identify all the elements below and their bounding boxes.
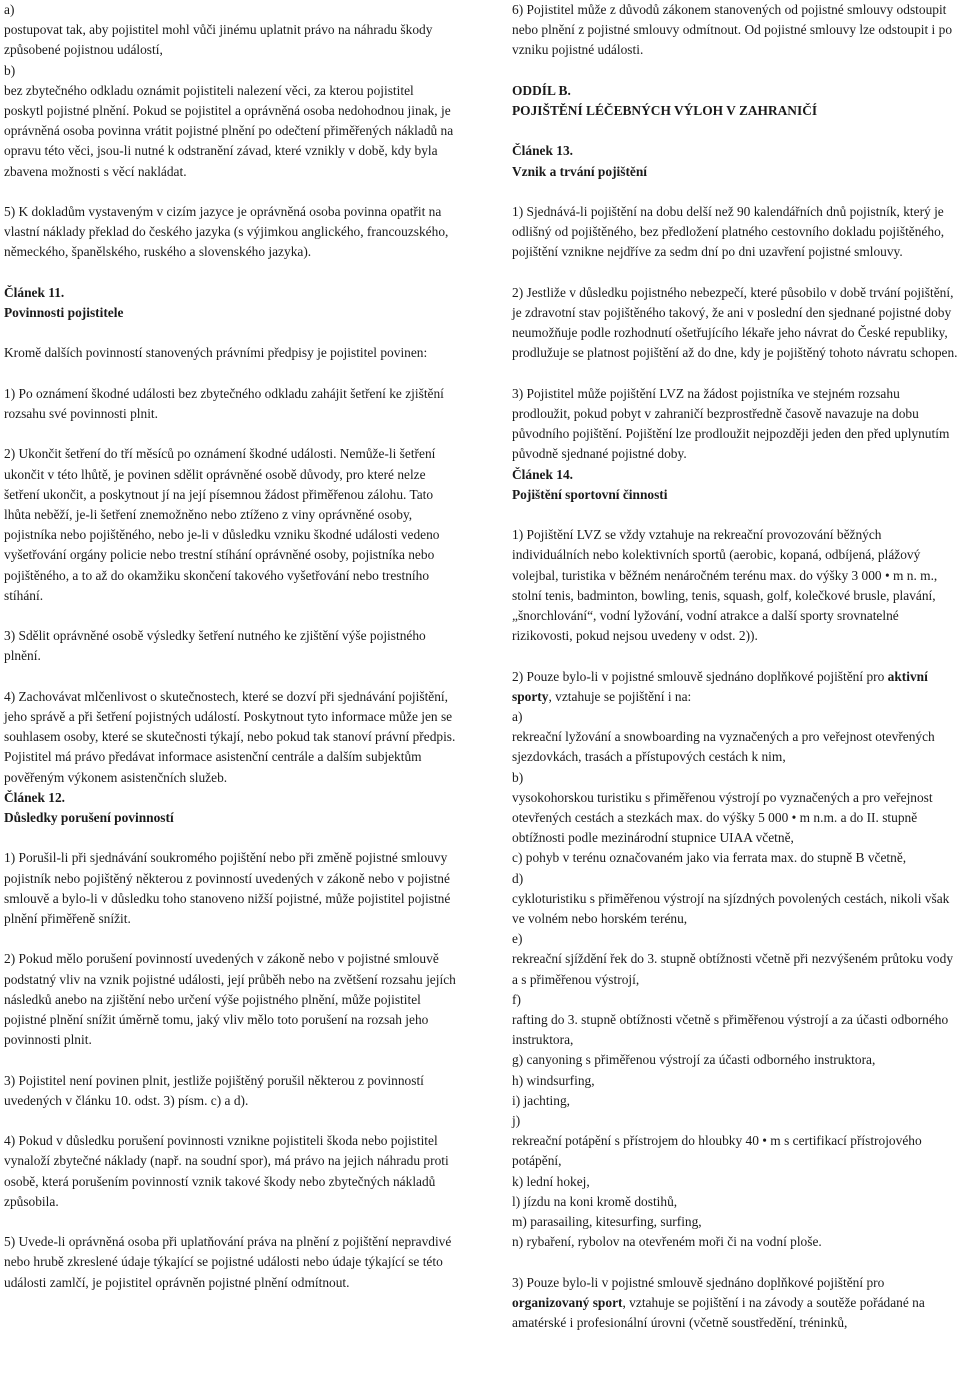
paragraph-text: a) bbox=[512, 709, 523, 724]
paragraph bbox=[4, 202, 456, 263]
paragraph-text: Důsledky porušení povinností bbox=[4, 810, 174, 826]
section-heading bbox=[512, 465, 958, 485]
paragraph-text: Článek 11. bbox=[4, 284, 65, 300]
paragraph bbox=[512, 667, 958, 707]
paragraph-gap bbox=[4, 929, 456, 949]
paragraph bbox=[512, 889, 958, 929]
paragraph-text: 2) Jestliže v důsledku pojistného nebezpečí, které působilo v době trvání pojištění, je zdravotní stav pojištěného takový, že ani v poslední den sjednané pojistné doby neumožňuje podle rozhodnutí ošetřujícího lékaře jeho návrat do České republiky, prodlužuje se platnost pojištění až do dne, kdy je pojištěný tohoto návratu schopen. bbox=[512, 284, 958, 361]
section-heading bbox=[512, 162, 958, 182]
paragraph bbox=[512, 848, 958, 868]
paragraph-text: b) bbox=[512, 769, 524, 785]
paragraph bbox=[4, 0, 456, 20]
paragraph bbox=[512, 970, 958, 990]
paragraph bbox=[512, 727, 958, 767]
paragraph-gap bbox=[4, 182, 456, 202]
paragraph bbox=[512, 1010, 958, 1050]
paragraph-text: e) bbox=[512, 931, 523, 947]
paragraph-text: 1) Porušil-li při sjednávání soukromého pojištění nebo při změně pojistné smlouvy pojistník nebo pojištěný některou z povinností uvedených v zákoně nebo v pojistné smlouvě a bylo-li v důsledku toho stanoveno nižší pojistné, může pojistitel pojistné plnění přiměřeně snížit. bbox=[4, 850, 451, 927]
paragraph bbox=[512, 788, 958, 849]
paragraph-gap bbox=[4, 424, 456, 444]
paragraph-text: rafting do 3. stupně obtížnosti včetně s přiměřenou výstrojí a za účasti odborného instruktora, bbox=[512, 1012, 949, 1048]
paragraph-gap bbox=[512, 505, 958, 525]
paragraph-text: 1) Po oznámení škodné události bez zbytečného odkladu zahájit šetření ke zjištění rozsahu své povinnosti plnit. bbox=[4, 385, 444, 421]
section-heading bbox=[4, 788, 456, 808]
paragraph bbox=[4, 848, 456, 929]
paragraph bbox=[4, 1232, 456, 1293]
paragraph-text: 3) Pouze bylo-li v pojistné smlouvě sjednáno doplňkové pojištění pro bbox=[512, 1274, 885, 1290]
section-heading bbox=[4, 303, 456, 323]
paragraph-text: vysokohorskou turistiku s přiměřenou výstrojí po vyznačených a pro veřejnost otevřených cestách a stezkách max. do výšky 5 000 • m n.m. a do II. stupně obtížnosti podle mezinárodní stupnice UIAA včetně, bbox=[512, 789, 933, 846]
right-column bbox=[512, 0, 958, 1333]
paragraph-text: f) bbox=[512, 991, 521, 1007]
paragraph-text: Kromě dalších povinností stanovených právními předpisy je pojistitel povinen: bbox=[4, 345, 428, 361]
paragraph bbox=[4, 81, 456, 182]
paragraph bbox=[512, 1111, 958, 1131]
paragraph-text: c) pohyb v terénu označovaném jako via ferrata max. do stupně B včetně, bbox=[512, 850, 907, 866]
paragraph-text: k) lední hokej, bbox=[512, 1173, 590, 1189]
paragraph-text: Vznik a trvání pojištění bbox=[512, 163, 648, 179]
paragraph bbox=[4, 626, 456, 666]
paragraph bbox=[512, 0, 958, 61]
paragraph bbox=[512, 525, 958, 646]
paragraph-text: a) bbox=[4, 2, 15, 17]
left-column bbox=[4, 0, 456, 1293]
paragraph-text: Článek 13. bbox=[512, 143, 574, 159]
paragraph-text: bez zbytečného odkladu oznámit pojistiteli nalezení věci, za kterou pojistitel poskytl pojistné plnění. Pokud se pojistitel a oprávněná osoba nedohodnou jinak, je oprávněná osoba povinna vrátit pojistné plnění po odečtení přiměřených nákladů na opravu této věci, jsou-li nutné k odstranění závad, které vznikly v době, kdy byla zbavena možnosti s věcí nakládat. bbox=[4, 82, 454, 179]
paragraph bbox=[512, 1232, 958, 1252]
section-heading bbox=[4, 808, 456, 828]
paragraph-text: 3) Pojistitel není povinen plnit, jestliže pojištěný porušil některou z povinností uvedených v článku 10. odst. 3) písm. c) a d). bbox=[4, 1072, 424, 1108]
section-heading bbox=[512, 485, 958, 505]
paragraph bbox=[512, 1172, 958, 1192]
section-heading bbox=[4, 283, 456, 303]
paragraph-text: 6) Pojistitel může z důvodů zákonem stanovených od pojistné smlouvy odstoupit nebo plnění z pojistné smlouvy odmítnout. Od pojistné smlouvy lze odstoupit i po vzniku pojistné události. bbox=[512, 2, 953, 58]
paragraph-text: 1) Pojištění LVZ se vždy vztahuje na rekreační provozování běžných individuálních nebo kolektivních sportů (aerobic, kopaná, odbíjená, plážový volejbal, turistika v běžném nenáročném terénu max. do výšky 3 000 • m n. m., stolní tenis, badminton, bowling, tenis, squash, golf, kolečkové brusle, plavání, „šnorchlování“, vodní lyžování, vodní atrakce a další sporty srovnatelné rizikovosti, pokud nejsou uvedeny v odst. 2)). bbox=[512, 527, 938, 644]
paragraph bbox=[512, 869, 958, 889]
paragraph-gap bbox=[4, 606, 456, 626]
paragraph-text: i) jachting, bbox=[512, 1092, 571, 1108]
paragraph-text: 4) Zachovávat mlčenlivost o skutečnostech, které se dozví při sjednávání pojištění, jeho správě a při šetření pojistných událostí. Poskytnout tyto informace může jen se souhlasem osoby, které se skutečnosti týkají, nebo pokud tak stanoví právní předpis. Pojistitel má právo předávat informace asistenční centrále a dalším subjektům pověřeným výkonem asistenčních služeb. bbox=[4, 688, 456, 785]
paragraph-text: 3) Pojistitel může pojištění LVZ na žádost pojistníka ve stejném rozsahu prodloužit, pokud pobyt v zahraničí bezprostředně časově navazuje na dobu původního pojištění. Pojištění lze prodloužit nejpozději jeden den před uplynutím původně sjednané pojistné doby. bbox=[512, 385, 950, 462]
paragraph-text: 5) Uvede-li oprávněná osoba při uplatňování práva na plnění z pojištění nepravdivé nebo hrubě zkreslené údaje týkající se pojistné události nebo údaje týkající se této události zamlčí, je pojistitel oprávněn pojistné plnění odmítnout. bbox=[4, 1234, 452, 1290]
paragraph-text: 5) K dokladům vystaveným v cizím jazyce je oprávněná osoba povinna opatřit na vlastní náklady překlad do českého jazyka (s výjimkou anglického, francouzského, německého, španělského, ruského a slovenského jazyka). bbox=[4, 204, 449, 260]
paragraph-text: cykloturistiku s přiměřenou výstrojí na sjízdných povolených cestách, nikoli však ve volném nebo horském terénu, bbox=[512, 890, 950, 927]
paragraph-text: j) bbox=[512, 1113, 521, 1129]
paragraph bbox=[512, 707, 958, 727]
paragraph bbox=[4, 1131, 456, 1212]
paragraph-text-continued: , vztahuje se pojištění i na: bbox=[548, 688, 692, 704]
paragraph-text: Pojištění sportovní činnosti bbox=[512, 486, 668, 502]
paragraph-text: postupovat tak, aby pojistitel mohl vůči jinému uplatnit právo na náhradu škody způsobené pojistnou událostí, bbox=[4, 22, 433, 58]
paragraph-gap bbox=[4, 667, 456, 687]
paragraph-text: ODDÍL B. bbox=[512, 82, 571, 98]
paragraph bbox=[512, 1192, 958, 1212]
paragraph-gap bbox=[512, 182, 958, 202]
section-heading bbox=[512, 141, 958, 161]
emphasized-term: organizovaný sport bbox=[512, 1294, 623, 1310]
paragraph-text: Povinnosti pojistitele bbox=[4, 305, 124, 321]
paragraph-text: 2) Pouze bylo-li v pojistné smlouvě sjednáno doplňkové pojištění pro bbox=[512, 668, 888, 684]
paragraph-gap bbox=[4, 323, 456, 343]
paragraph bbox=[4, 61, 456, 81]
paragraph bbox=[4, 444, 456, 606]
paragraph-gap bbox=[4, 364, 456, 384]
paragraph-gap bbox=[4, 1111, 456, 1131]
paragraph bbox=[4, 343, 456, 363]
paragraph-text: 2) Ukončit šetření do tří měsíců po oznámení škodné události. Nemůže-li šetření ukončit v této lhůtě, je povinen sdělit oprávněné osobě důvody, pro které nelze šetření ukončit, a poskytnout jí na její písemnou žádost přiměřenou zálohu. Tato lhůta neběží, je-li šetření znemožněno nebo ztíženo z viny oprávněné osoby, pojistníka nebo pojištěného, nebo je-li v důsledku vzniku škodné události vedeno vyšetřování orgány policie nebo trestní stíhání oprávněné osoby, pojistníka nebo pojištěného, a to až do okamžiku skončení takového vyšetřování nebo trestního stíhání. bbox=[4, 446, 440, 603]
paragraph bbox=[512, 1131, 958, 1171]
paragraph bbox=[512, 990, 958, 1010]
paragraph-text: Článek 14. bbox=[512, 466, 574, 482]
paragraph-text: 1) Sjednává-li pojištění na dobu delší než 90 kalendářních dnů pojistník, který je odlišný od pojištěného, bez předložení platného cestovního dokladu pojištěného, pojištění vznikne nejdříve za sedm dní po dni uzavření pojistné smlouvy. bbox=[512, 203, 945, 260]
paragraph bbox=[512, 949, 958, 969]
paragraph-text-continued: , vztahuje se pojištění i na závody a soutěže pořádané na amatérské i profesionální úrovni (včetně soustředění, tréninků, bbox=[512, 1294, 925, 1331]
paragraph bbox=[512, 1212, 958, 1232]
paragraph-text: 4) Pokud v důsledku porušení povinnosti vznikne pojistiteli škoda nebo pojistitel vynaloží zbytečné náklady (např. na soudní spor), má právo na jejich náhradu proti osobě, která porušením povinností vznik takové škody nebo zbytečných nákladů způsobila. bbox=[4, 1133, 449, 1209]
paragraph bbox=[4, 949, 456, 1050]
paragraph bbox=[512, 929, 958, 949]
paragraph-gap bbox=[4, 828, 456, 848]
paragraph-text: l) jízdu na koni kromě dostihů, bbox=[512, 1193, 678, 1209]
paragraph-gap bbox=[512, 263, 958, 283]
paragraph bbox=[512, 1071, 958, 1091]
paragraph bbox=[4, 687, 456, 788]
paragraph bbox=[512, 1050, 958, 1070]
paragraph-text: Článek 12. bbox=[4, 789, 66, 805]
section-heading bbox=[512, 81, 958, 101]
paragraph-gap bbox=[4, 263, 456, 283]
paragraph bbox=[4, 384, 456, 424]
paragraph-text: 2) Pokud mělo porušení povinností uvedených v zákoně nebo v pojistné smlouvě podstatný vliv na vznik pojistné události, její průběh nebo na zvětšení rozsahu jejích následků anebo na zjištění nebo určení výše pojistného plnění, může pojistitel pojistné plnění snížit úměrně tomu, jaký vliv mělo toto porušení na rozsah jeho povinnosti plnit. bbox=[4, 951, 456, 1048]
paragraph-text: rekreační sjíždění řek do 3. stupně obtížnosti včetně při nezvýšeném průtoku vody bbox=[512, 951, 954, 967]
paragraph-text: g) canyoning s přiměřenou výstrojí za účasti odborného instruktora, bbox=[512, 1052, 876, 1068]
paragraph-text: n) rybaření, rybolov na otevřeném moři či na vodní ploše. bbox=[512, 1234, 822, 1250]
paragraph bbox=[4, 1071, 456, 1111]
paragraph bbox=[512, 768, 958, 788]
paragraph-gap bbox=[512, 646, 958, 666]
paragraph-text: POJIŠTĚNÍ LÉČEBNÝCH VÝLOH V ZAHRANIČÍ bbox=[512, 103, 818, 118]
paragraph bbox=[512, 384, 958, 465]
paragraph-text: a s přiměřenou výstrojí, bbox=[512, 971, 640, 987]
paragraph-gap bbox=[512, 364, 958, 384]
paragraph-gap bbox=[512, 121, 958, 141]
paragraph-text: 3) Sdělit oprávněné osobě výsledky šetření nutného ke zjištění výše pojistného plnění. bbox=[4, 628, 426, 664]
emphasized-term: aktivní sporty bbox=[512, 668, 928, 704]
paragraph bbox=[4, 20, 456, 60]
paragraph-text: rekreační potápění s přístrojem do hloubky 40 • m s certifikací přístrojového potápění, bbox=[512, 1133, 922, 1169]
paragraph bbox=[512, 202, 958, 263]
paragraph-text: b) bbox=[4, 62, 16, 78]
paragraph-text: d) bbox=[512, 870, 524, 886]
paragraph-text: h) windsurfing, bbox=[512, 1072, 595, 1088]
paragraph bbox=[512, 283, 958, 364]
paragraph bbox=[512, 1273, 958, 1334]
paragraph-gap bbox=[512, 61, 958, 81]
paragraph-gap bbox=[4, 1050, 456, 1070]
section-heading bbox=[512, 101, 958, 121]
paragraph-gap bbox=[512, 1252, 958, 1272]
paragraph-gap bbox=[4, 1212, 456, 1232]
paragraph-text: rekreační lyžování a snowboarding na vyznačených a pro veřejnost otevřených sjezdovkách, trasách a přístupových cestách k nim, bbox=[512, 729, 935, 765]
paragraph-text: m) parasailing, kitesurfing, surfing, bbox=[512, 1214, 702, 1230]
paragraph bbox=[512, 1091, 958, 1111]
